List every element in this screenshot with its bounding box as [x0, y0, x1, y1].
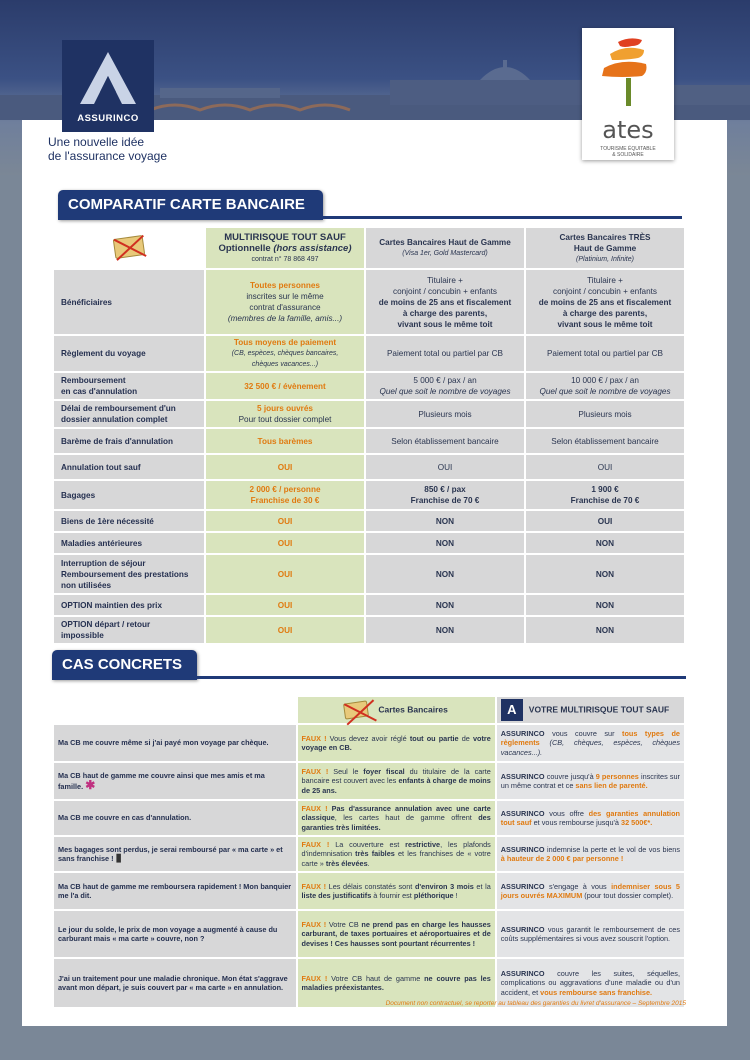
header-cb-tres-haut-gamme — [526, 228, 684, 268]
cas-text: du titulaire de la carte bancaire est couvert avec les — [301, 766, 491, 786]
cell-multirisque: OUI — [206, 595, 364, 615]
cell-cb-premium: OUI — [526, 455, 684, 479]
cas-assurinco — [497, 725, 684, 761]
table-row — [54, 533, 684, 553]
cas-faux: FAUX ! Les délais constatés sont d'environ 3 mois et la liste des justificatifs à fournir est pléthorique ! — [298, 873, 495, 909]
cell-text: Tous moyens de paiement — [233, 338, 337, 347]
cas-text: ne couvre pas les maladies préexistantes. — [301, 973, 491, 992]
cell-text: à charge des parents, — [402, 308, 488, 318]
cell-cb-premium: NON — [526, 595, 684, 615]
cell-multirisque: OUI — [206, 555, 364, 593]
table-row — [54, 455, 684, 479]
row-label — [54, 373, 204, 399]
cas-text: 32 500€*. — [621, 818, 653, 827]
header-multirisque — [206, 228, 364, 268]
row-label-line: en cas d'annulation — [61, 387, 138, 396]
cas-text: vous couvre sur — [544, 728, 623, 738]
header-icon-cell — [54, 228, 204, 268]
header-col1-contract: contrat n° 78 868 497 — [251, 255, 319, 263]
cas-text: restrictive — [405, 839, 441, 849]
cas-text: et vous rembourse jusqu'à — [531, 818, 622, 827]
assurinco-tagline — [48, 135, 167, 163]
table-row — [54, 911, 684, 957]
cas-text: ASSURINCO — [500, 808, 545, 818]
cell-cb-premium: NON — [526, 617, 684, 643]
cas-header-cartes-label: Cartes Bancaires — [378, 704, 448, 715]
comparatif-table — [52, 226, 686, 645]
cas-text: ASSURINCO — [500, 924, 545, 934]
cas-question — [54, 837, 296, 871]
cas-header-multi-label: VOTRE MULTIRISQUE TOUT SAUF — [528, 704, 670, 715]
cas-text: Les délais constatés sont — [328, 881, 415, 891]
cas-text: et la — [473, 881, 491, 891]
cas-title: CAS CONCRETS — [52, 650, 197, 680]
row-label-line: OPTION départ / retour — [61, 620, 151, 629]
table-row — [54, 555, 684, 593]
cas-text: de — [458, 733, 473, 743]
table-row — [54, 617, 684, 643]
cell-multirisque: Tous barèmes — [206, 429, 364, 453]
assurinco-small-logo-icon: A — [501, 699, 523, 721]
cas-text: 9 personnes — [595, 771, 639, 781]
header-col3-sub: (Platinium, Infinite) — [576, 255, 634, 263]
cas-text: enfants à charge de moins de 25 ans. — [301, 776, 491, 795]
cas-assurinco — [497, 837, 684, 871]
cas-question — [54, 763, 296, 799]
cas-text: vous offre — [544, 808, 589, 818]
tagline-line-2: de l'assurance voyage — [48, 149, 168, 163]
cas-header-row — [54, 697, 684, 723]
luggage-icon: ▮ — [115, 852, 122, 864]
cell-text: vivant sous le même toit — [397, 319, 493, 329]
row-label: Maladies antérieures — [54, 533, 204, 553]
footer-disclaimer: Document non contractuel, se reporter au tableau des garanties du livret d'assurance – Septembre 2015 — [385, 1000, 686, 1007]
cas-assurinco — [497, 911, 684, 957]
cell-text: Titulaire + — [587, 275, 623, 285]
cell-cb — [366, 373, 524, 399]
cas-text: Ma CB haut de gamme me couvre ainsi que mes amis et ma famille. — [58, 771, 265, 791]
cas-text: La couverture est — [335, 839, 406, 849]
table-row — [54, 373, 684, 399]
cas-text: couvre jusqu'à — [544, 771, 596, 781]
comparatif-title: COMPARATIF CARTE BANCAIRE — [58, 190, 323, 220]
row-label — [54, 401, 204, 427]
cell-text: 5 jours ouvrés — [257, 404, 313, 413]
cell-text: conjoint / concubin + enfants — [552, 286, 657, 296]
ates-sub-line-1: TOURISME ÉQUITABLE — [600, 146, 656, 152]
cas-header-empty — [54, 697, 296, 723]
table-row — [54, 763, 684, 799]
header-col2-title: Cartes Bancaires Haut de Gamme — [379, 238, 511, 247]
cas-text: Seul le — [333, 766, 364, 776]
cell-cb-premium — [526, 270, 684, 334]
ates-flame-icon — [582, 28, 674, 118]
cell-multirisque — [206, 481, 364, 509]
comparatif-header-row — [54, 228, 684, 268]
row-label: Bénéficiaires — [54, 270, 204, 334]
cas-question: J'ai un traitement pour une maladie chronique. Mon état s'aggrave avant mon départ, je suis couvert par « ma carte » en annulation. — [54, 959, 296, 1007]
cas-assurinco — [497, 763, 684, 799]
cas-text: inscrites sur un même contrat et ce — [500, 771, 680, 790]
table-row — [54, 481, 684, 509]
cas-text: des garanties très limitées. — [301, 813, 491, 832]
row-label — [54, 555, 204, 593]
cell-cb-premium: NON — [526, 555, 684, 593]
ates-logo-text: ates — [602, 116, 654, 144]
cas-text: foyer fiscal — [363, 766, 405, 776]
cas-text: ASSURINCO — [500, 728, 545, 738]
cell-cb: NON — [366, 617, 524, 643]
cell-text: Franchise de 30 € — [250, 496, 320, 505]
cell-text: de moins de 25 ans et fiscalement — [378, 297, 512, 307]
row-label-line: Remboursement — [61, 376, 126, 385]
cell-text: Toutes personnes — [250, 281, 320, 290]
cas-text: vous rembourse sans franchise. — [540, 987, 653, 997]
header-col3-title-2: Haut de Gamme — [573, 243, 637, 253]
cas-text: indemniser sous 5 jours ouvrés MAXIMUM — [500, 881, 680, 900]
table-row — [54, 801, 684, 835]
cas-rule — [52, 676, 686, 679]
cell-text: Franchise de 70 € — [410, 496, 480, 505]
cas-question: Ma CB me couvre même si j'ai payé mon voyage par chèque. — [54, 725, 296, 761]
table-row — [54, 270, 684, 334]
cell-cb: OUI — [366, 455, 524, 479]
row-label: Bagages — [54, 481, 204, 509]
row-label — [54, 617, 204, 643]
cell-text: 5 000 € / pax / an — [413, 376, 477, 385]
cell-cb: NON — [366, 555, 524, 593]
ates-logo — [582, 28, 674, 160]
people-icon: ✱ — [85, 777, 96, 792]
assurinco-a-icon — [76, 50, 140, 106]
row-label: OPTION maintien des prix — [54, 595, 204, 615]
header-col2-sub: (Visa 1er, Gold Mastercard) — [402, 250, 488, 257]
cas-text: votre voyage en CB. — [301, 733, 491, 752]
cell-cb: Plusieurs mois — [366, 401, 524, 427]
cell-text: 10 000 € / pax / an — [571, 376, 639, 385]
cas-header-cartes — [298, 697, 495, 723]
cas-text: Votre CB — [328, 919, 362, 929]
cell-text: 1 900 € — [591, 485, 619, 494]
cas-header-multi — [497, 697, 684, 723]
cas-faux: FAUX ! La couverture est restrictive, les plafonds d'indemnisation très faibles et les franchises de « votre carte » très élevées. — [298, 837, 495, 871]
cas-text: pléthorique — [413, 891, 454, 900]
cas-text: très faibles — [355, 849, 395, 859]
cas-text: Mes bagages sont perdus, je serai remboursé par « ma carte » et sans franchise ! — [58, 844, 283, 863]
table-row — [54, 429, 684, 453]
cas-text: Vous devez avoir réglé — [329, 733, 410, 743]
cas-faux — [298, 801, 495, 835]
cell-text: conjoint / concubin + enfants — [392, 286, 497, 296]
cas-text: Votre CB haut de gamme — [331, 973, 425, 983]
cas-faux — [298, 763, 495, 799]
cell-text: chèques vacances...) — [251, 361, 319, 368]
cas-text: tout ou partie — [409, 733, 459, 743]
cell-cb: Paiement total ou partiel par CB — [366, 336, 524, 371]
cas-faux — [298, 911, 495, 957]
cas-question: Le jour du solde, le prix de mon voyage a augmenté à cause du carburant mais « ma carte » couvre, non ? — [54, 911, 296, 957]
cell-multirisque: OUI — [206, 533, 364, 553]
cell-multirisque — [206, 270, 364, 334]
cas-text: d'environ 3 mois — [414, 881, 474, 891]
row-label: Annulation tout sauf — [54, 455, 204, 479]
table-row — [54, 511, 684, 531]
cas-text: ASSURINCO — [500, 771, 545, 781]
cell-cb: Selon établissement bancaire — [366, 429, 524, 453]
cell-cb — [366, 270, 524, 334]
cas-assurinco — [497, 801, 684, 835]
cell-cb-premium — [526, 481, 684, 509]
cell-cb: NON — [366, 511, 524, 531]
table-row — [54, 873, 684, 909]
cas-text: FAUX ! — [301, 919, 329, 929]
table-row — [54, 336, 684, 371]
row-label-line: Délai de remboursement d'un — [61, 404, 176, 413]
cell-multirisque: 32 500 € / évènement — [206, 373, 364, 399]
comparatif-rule — [58, 216, 682, 219]
cell-text: Pour tout dossier complet — [238, 415, 332, 424]
cell-multirisque: OUI — [206, 511, 364, 531]
row-label-line: Remboursement des prestations — [61, 569, 189, 579]
cell-text: vivant sous le même toit — [557, 319, 653, 329]
cell-text: contrat d'assurance — [249, 303, 321, 312]
cell-multirisque — [206, 401, 364, 427]
cas-text: FAUX ! — [301, 839, 336, 849]
cell-text: Quel que soit le nombre de voyages — [539, 387, 671, 396]
cas-text: Pas d'assurance annulation avec une carte classique — [301, 803, 491, 823]
tagline-line-1: Une nouvelle idée — [48, 135, 145, 149]
cas-text: des garanties annulation tout sauf — [500, 808, 680, 827]
cas-text: ASSURINCO — [500, 968, 545, 978]
cas-text: et les franchises de « votre carte » — [301, 849, 491, 868]
cas-text: FAUX ! — [301, 803, 332, 813]
table-row — [54, 401, 684, 427]
cas-text: FAUX ! — [301, 733, 330, 743]
cas-text: très élevées — [325, 858, 368, 868]
cas-text: , les cartes haut de gamme offrent — [334, 813, 479, 823]
cell-cb-premium: NON — [526, 533, 684, 553]
cell-multirisque: OUI — [206, 617, 364, 643]
cell-text: (CB, espèces, chèques bancaires, — [231, 350, 339, 357]
crossed-card-icon — [113, 235, 145, 259]
cell-cb: NON — [366, 533, 524, 553]
cas-faux — [298, 725, 495, 761]
cell-text: Titulaire + — [427, 275, 463, 285]
cell-multirisque: OUI — [206, 455, 364, 479]
row-label-line: non utilisées — [61, 580, 112, 590]
cas-text: couvre les suites, séquelles, complications ou aggravations d'une maladie ou d'un accident, et — [500, 968, 680, 997]
cell-cb-premium: Plusieurs mois — [526, 401, 684, 427]
cell-text: 2 000 € / personne — [249, 485, 321, 494]
row-label: Barème de frais d'annulation — [54, 429, 204, 453]
cas-question: Ma CB me couvre en cas d'annulation. — [54, 801, 296, 835]
cas-text: ne prend pas en charge les hausses carburant, de taxes portuaires et aéroportuaires et de devises ! Ces hausses sont pourtant récurrentes ! — [301, 919, 491, 948]
cell-text: Quel que soit le nombre de voyages — [379, 387, 511, 396]
cell-multirisque — [206, 336, 364, 371]
assurinco-logo-text: ASSURINCO — [77, 113, 139, 124]
ates-sub-line-2: & SOLIDAIRE — [612, 152, 644, 158]
cas-text: FAUX ! — [301, 766, 334, 776]
cas-question: Ma CB haut de gamme me remboursera rapidement ! Mon banquier me l'a dit. — [54, 873, 296, 909]
ates-logo-subtitle — [582, 146, 674, 158]
cell-text: de moins de 25 ans et fiscalement — [538, 297, 672, 307]
crossed-card-icon — [343, 700, 369, 719]
row-label-line: dossier annulation complet — [61, 415, 168, 424]
cas-text: , les plafonds d'indemnisation — [301, 839, 491, 859]
cell-text: (membres de la famille, amis...) — [227, 314, 343, 323]
cas-text: FAUX ! — [301, 881, 329, 891]
header-col1-title: MULTIRISQUE TOUT SAUF — [224, 231, 346, 243]
cas-text: sans lien de parenté. — [575, 781, 648, 790]
cell-text: Franchise de 70 € — [570, 496, 640, 505]
cas-text: indemnise la perte et le vol de vos biens — [544, 844, 680, 854]
cell-cb: NON — [366, 595, 524, 615]
cell-cb-premium: OUI — [526, 511, 684, 531]
row-label-line: impossible — [61, 631, 104, 640]
header-col3-title-1: Cartes Bancaires TRÈS — [559, 232, 651, 242]
assurinco-logo — [62, 40, 154, 132]
cell-cb-premium: Paiement total ou partiel par CB — [526, 336, 684, 371]
header-cb-haut-gamme — [366, 228, 524, 268]
table-row — [54, 837, 684, 871]
cas-text: à fournir est — [371, 891, 414, 900]
cell-cb-premium — [526, 373, 684, 399]
cas-text: vous garantit le remboursement de ces coûts supplémentaires si vous avez souscrit l'option. — [500, 924, 680, 943]
cell-text: à charge des parents, — [562, 308, 648, 318]
cas-assurinco — [497, 873, 684, 909]
cas-text: liste des justificatifs — [301, 891, 372, 900]
cell-text: 850 € / pax — [424, 485, 466, 494]
header-col1-sub-italic: (hors assistance) — [273, 242, 352, 254]
cell-cb-premium: Selon établissement bancaire — [526, 429, 684, 453]
cas-text: à hauteur de 2 000 € par personne ! — [500, 854, 624, 863]
header-col1-sub: Optionnelle — [218, 242, 274, 254]
row-label-line: Interruption de séjour — [61, 558, 146, 568]
table-row — [54, 725, 684, 761]
cas-text: ASSURINCO — [500, 844, 545, 854]
cas-text: FAUX ! — [301, 973, 332, 983]
cell-text: inscrites sur le même — [246, 292, 324, 301]
cas-table — [52, 695, 686, 1009]
cell-cb — [366, 481, 524, 509]
cas-text: ASSURINCO — [500, 881, 545, 891]
cas-text: (pour tout dossier complet). — [582, 891, 674, 900]
cas-text: tous types de règlements — [500, 728, 680, 748]
cas-text: (CB, chèques, espèces, chèques vacances...). — [500, 738, 680, 757]
row-label: Biens de 1ère nécessité — [54, 511, 204, 531]
cas-text: s'engage à vous — [544, 881, 612, 891]
row-label: Règlement du voyage — [54, 336, 204, 371]
table-row — [54, 595, 684, 615]
